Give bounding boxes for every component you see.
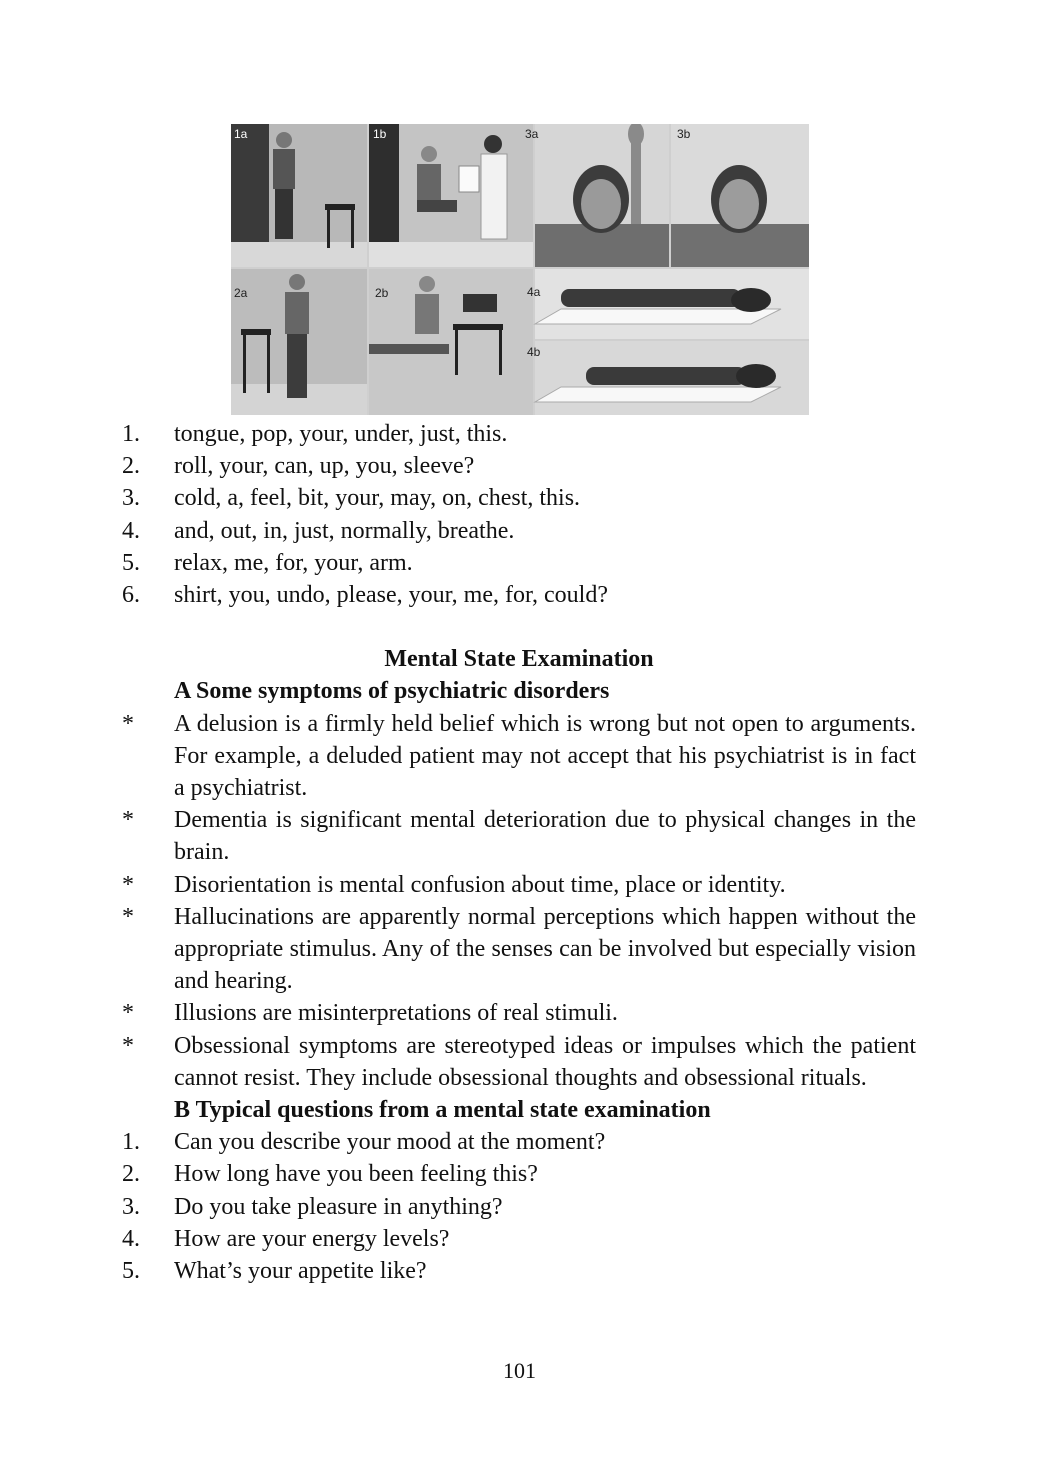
list-item: 6. shirt, you, undo, please, your, me, for, could?	[122, 582, 608, 609]
list-item: 3. cold, a, feel, bit, your, may, on, chest, this.	[122, 485, 581, 512]
panel-label-3a: 3a	[525, 127, 539, 141]
symptoms-list	[122, 708, 916, 1094]
list-item: * Hallucinations are apparently normal perceptions which happen without the appropriate stimulus. Any of the senses can be involved but especially vision and hearing.	[122, 903, 916, 995]
section-title: Mental State Examination	[384, 646, 654, 673]
list-item: 1. Can you describe your mood at the moment?	[122, 1129, 606, 1156]
panel-label-4b: 4b	[527, 345, 541, 359]
questions-list	[122, 1126, 916, 1287]
examination-illustration	[231, 124, 809, 415]
list-item: 5. What’s your appetite like?	[122, 1258, 427, 1285]
panel-label-2a: 2a	[234, 286, 248, 300]
list-item: 4. How are your energy levels?	[122, 1225, 450, 1252]
list-item: 1. tongue, pop, your, under, just, this.	[122, 421, 508, 447]
panel-label-1b: 1b	[373, 127, 387, 141]
list-item: 5. relax, me, for, your, arm.	[122, 549, 413, 576]
panel-label-2b: 2b	[375, 286, 389, 300]
page-content	[122, 418, 916, 1287]
list-item: * Disorientation is mental confusion about time, place or identity.	[122, 871, 786, 898]
word-order-list	[122, 418, 916, 611]
list-item: 3. Do you take pleasure in anything?	[122, 1193, 503, 1220]
list-item: 4. and, out, in, just, normally, breathe.	[122, 517, 515, 544]
section-a-title: A Some symptoms of psychiatric disorders	[174, 678, 610, 705]
list-item: * Dementia is significant mental deterioration due to physical changes in the brain.	[122, 807, 916, 866]
page-number: 101	[503, 1358, 536, 1383]
section-b-title: B Typical questions from a mental state examination	[174, 1097, 711, 1124]
list-item: * A delusion is a firmly held belief which is wrong but not open to arguments. For example, a deluded patient may not accept that his psychiatrist is in fact a psychiatrist.	[122, 710, 916, 802]
panel-label-1a: 1a	[234, 127, 248, 141]
panel-label-3b: 3b	[677, 127, 691, 141]
panel-label-4a: 4a	[527, 285, 541, 299]
list-item: 2. How long have you been feeling this?	[122, 1161, 538, 1188]
list-item: * Illusions are misinterpretations of real stimuli.	[122, 1000, 618, 1027]
list-item: 2. roll, your, can, up, you, sleeve?	[122, 453, 475, 480]
list-item: * Obsessional symptoms are stereotyped ideas or impulses which the patient cannot resist. They include obsessional thoughts and obsessional rituals.	[122, 1032, 916, 1091]
